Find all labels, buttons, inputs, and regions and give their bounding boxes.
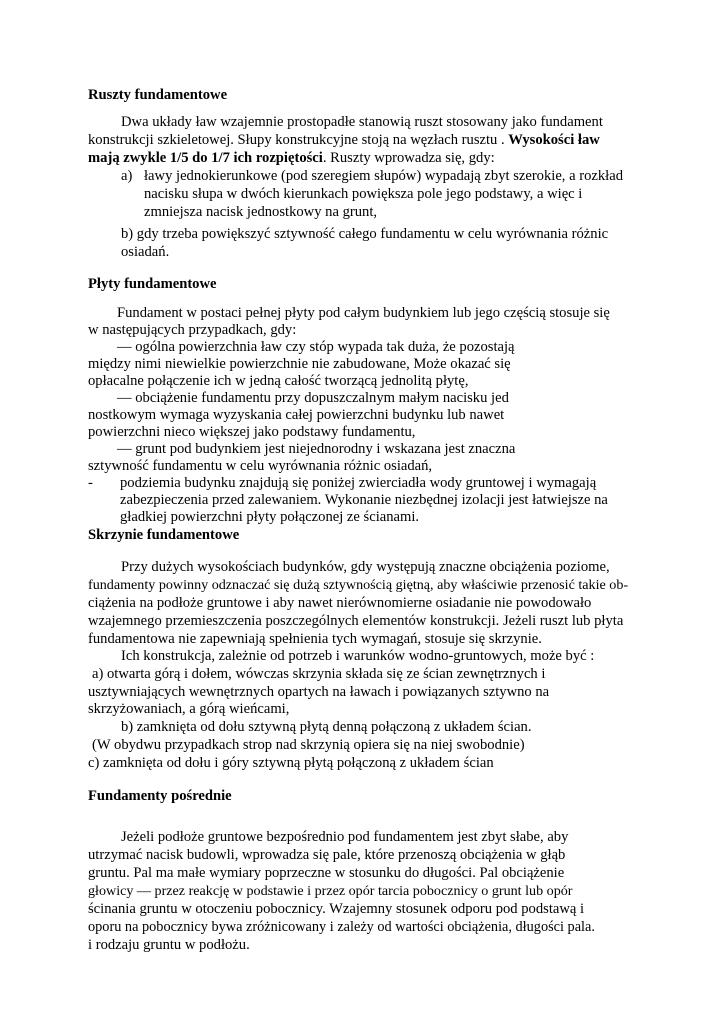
ruszty-line-2-text: konstrukcji szkieletowej. Słupy konstrukcyjne stoją na węzłach rusztu . bbox=[88, 132, 505, 148]
plyty-line-9: — grunt pod budynkiem jest niejednorodny i wskazana jest znaczna bbox=[117, 441, 516, 457]
posrednie-line-4: głowicy — przez reakcję w podstawie i przez opór tarcia pobocznicy o grunt lub opór bbox=[88, 883, 573, 899]
posrednie-line-6: oporu na pobocznicy bywa zróżnicowany i zależy od wartości obciążenia, długości pala. bbox=[88, 919, 595, 935]
plyty-line-1: Fundament w postaci pełnej płyty pod całym budynkiem lub jego częścią stosuje się bbox=[117, 305, 610, 321]
ruszty-item-a-line-2: nacisku słupa w dwóch kierunkach powiększa pole jego podstawy, a więc i bbox=[144, 186, 583, 202]
posrednie-line-1: Jeżeli podłoże gruntowe bezpośrednio pod fundamentem jest zbyt słabe, aby bbox=[121, 829, 569, 845]
ruszty-line-2-bold: Wysokości ław bbox=[508, 132, 600, 148]
skrzynie-line-6: Ich konstrukcja, zależnie od potrzeb i warunków wodno-gruntowych, może być : bbox=[121, 648, 595, 664]
ruszty-line-2 bbox=[88, 132, 600, 149]
skrzynie-line-8: usztywniających wewnętrznych opartych na ławach i powiązanych sztywno na bbox=[88, 684, 550, 700]
skrzynie-line-10: b) zamknięta od dołu sztywną płytą denną połączoną z układem ścian. bbox=[121, 719, 532, 735]
ruszty-item-b-line-1: b) gdy trzeba powiększyć sztywność całego fundamentu w celu wyrównania różnic bbox=[121, 226, 609, 242]
plyty-line-8: powierzchni nieco większej jako podstawy fundamentu, bbox=[88, 424, 416, 440]
plyty-line-3: — ogólna powierzchnia ław czy stóp wypada tak duża, że pozostają bbox=[117, 339, 515, 355]
ruszty-line-3-text: . Ruszty wprowadza się, gdy: bbox=[322, 150, 495, 166]
section-heading-plyty: Płyty fundamentowe bbox=[88, 276, 217, 292]
plyty-line-5: opłacalne połączenie ich w jedną całość tworzącą jednolitą płytę, bbox=[88, 373, 469, 389]
posrednie-line-2: utrzymać nacisk budowli, wprowadza się pale, które przenoszą obciążenia w głąb bbox=[88, 847, 566, 863]
plyty-dash-marker: - bbox=[88, 475, 93, 491]
plyty-line-10: sztywność fundamentu w celu wyrównania różnic osiadań, bbox=[88, 458, 433, 474]
skrzynie-line-11: (W obydwu przypadkach strop nad skrzynią opiera się na niej swobodnie) bbox=[92, 737, 525, 753]
ruszty-line-1: Dwa układy ław wzajemnie prostopadłe stanowią ruszt stosowany jako fundament bbox=[121, 114, 603, 130]
skrzynie-line-3: ciążenia na podłoże gruntowe i aby nawet nierównomierne osiadanie nie powodowało bbox=[88, 595, 592, 611]
plyty-line-13: gładkiej powierzchni płyty połączonej ze ścianami. bbox=[120, 509, 420, 525]
ruszty-item-b-line-2: osiadań. bbox=[121, 244, 170, 260]
ruszty-item-a-line-1: ławy jednokierunkowe (pod szeregiem słupów) wypadają zbyt szerokie, a rozkład bbox=[144, 168, 623, 184]
plyty-line-4: między nimi niewielkie powierzchnie nie zabudowane, Może okazać się bbox=[88, 356, 511, 372]
ruszty-line-3-bold: mają zwykle 1/5 do 1/7 ich rozpiętości bbox=[88, 150, 323, 166]
ruszty-item-a-line-3: zmniejsza nacisk jednostkowy na grunt, bbox=[144, 204, 378, 220]
skrzynie-line-7: a) otwarta górą i dołem, wówczas skrzynia składa się ze ścian zewnętrznych i bbox=[92, 666, 546, 682]
posrednie-line-7: i rodzaju gruntu w podłożu. bbox=[88, 937, 250, 953]
posrednie-line-5: ścinania gruntu w otoczeniu pobocznicy. Wzajemny stosunek odporu pod podstawą i bbox=[88, 901, 585, 917]
skrzynie-line-1: Przy dużych wysokościach budynków, gdy występują znaczne obciążenia poziome, bbox=[121, 559, 610, 575]
plyty-line-2: w następujących przypadkach, gdy: bbox=[88, 322, 297, 338]
plyty-line-11: podziemia budynku znajdują się poniżej zwierciadła wody gruntowej i wymagają bbox=[120, 475, 597, 491]
ruszty-line-3 bbox=[88, 150, 495, 167]
skrzynie-line-12: c) zamknięta od dołu i góry sztywną płytą połączoną z układem ścian bbox=[88, 755, 494, 771]
plyty-line-7: nostkowym wymaga wyzyskania całej powierzchni budynku lub nawet bbox=[88, 407, 505, 423]
section-heading-posrednie: Fundamenty pośrednie bbox=[88, 788, 232, 804]
skrzynie-line-5: fundamentowa nie zapewniają spełnienia tych wymagań, stosuje się skrzynie. bbox=[88, 631, 542, 647]
skrzynie-line-2: fundamenty powinny odznaczać się dużą sztywnością giętną, aby właściwie przenosić takie ob- bbox=[88, 577, 629, 593]
section-heading-ruszty: Ruszty fundamentowe bbox=[88, 87, 228, 103]
section-heading-skrzynie: Skrzynie fundamentowe bbox=[88, 527, 240, 543]
posrednie-line-3: gruntu. Pal ma małe wymiary poprzeczne w stosunku do długości. Pal obciążenie bbox=[88, 865, 565, 881]
skrzynie-line-4: wzajemnego przemieszczenia poszczególnych elementów konstrukcji. Jeżeli ruszt lub płyta bbox=[88, 613, 624, 629]
plyty-line-6: — obciążenie fundamentu przy dopuszczalnym małym nacisku jed bbox=[117, 390, 509, 406]
skrzynie-line-9: skrzyżowaniach, a górą wieńcami, bbox=[88, 701, 290, 717]
ruszty-item-a-marker: a) bbox=[121, 168, 133, 184]
plyty-line-12: zabezpieczenia przed zalewaniem. Wykonanie niezbędnej izolacji jest łatwiejsze na bbox=[120, 492, 608, 508]
